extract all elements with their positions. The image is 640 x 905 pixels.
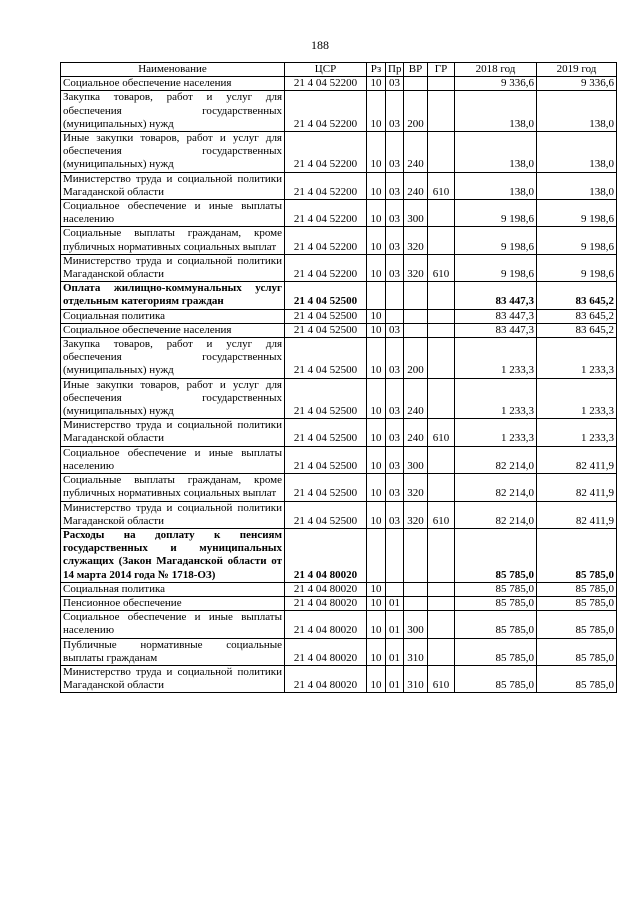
- cell-pr: [386, 582, 404, 596]
- cell-rz: 10: [367, 501, 386, 528]
- cell-name: Социальное обеспечение населения: [61, 77, 285, 91]
- table-row: [61, 254, 617, 281]
- cell-2018: 1 233,3: [455, 419, 537, 446]
- table-row: [61, 596, 617, 610]
- cell-vr: 320: [404, 227, 428, 254]
- cell-csr: 21 4 04 80020: [285, 611, 367, 638]
- cell-2019: 9 198,6: [537, 227, 617, 254]
- cell-2018: 9 336,6: [455, 77, 537, 91]
- cell-gr: [428, 446, 455, 473]
- table-row: [61, 378, 617, 419]
- cell-name: Закупка товаров, работ и услуг для обеспечения государственных (муниципальных) нужд: [61, 91, 285, 132]
- cell-pr: 01: [386, 638, 404, 665]
- cell-gr: 610: [428, 501, 455, 528]
- table-body: [61, 77, 617, 693]
- cell-2019: 85 785,0: [537, 638, 617, 665]
- cell-2018: 9 198,6: [455, 200, 537, 227]
- cell-name: Социальная политика: [61, 582, 285, 596]
- cell-csr: 21 4 04 52200: [285, 200, 367, 227]
- table-row: [61, 638, 617, 665]
- cell-pr: [386, 528, 404, 582]
- cell-pr: 03: [386, 323, 404, 337]
- cell-vr: 300: [404, 446, 428, 473]
- cell-pr: 03: [386, 200, 404, 227]
- cell-vr: 240: [404, 172, 428, 199]
- table-row: [61, 501, 617, 528]
- cell-csr: 21 4 04 52200: [285, 227, 367, 254]
- table-row: [61, 77, 617, 91]
- cell-2018: 138,0: [455, 172, 537, 199]
- cell-name: Публичные нормативные социальные выплаты гражданам: [61, 638, 285, 665]
- cell-name: Социальное обеспечение и иные выплаты населению: [61, 446, 285, 473]
- cell-gr: [428, 323, 455, 337]
- cell-rz: 10: [367, 582, 386, 596]
- cell-2018: 1 233,3: [455, 338, 537, 379]
- cell-2019: 1 233,3: [537, 419, 617, 446]
- cell-rz: [367, 528, 386, 582]
- cell-csr: 21 4 04 52200: [285, 172, 367, 199]
- cell-name: Министерство труда и социальной политики Магаданской области: [61, 501, 285, 528]
- cell-2019: 83 645,2: [537, 323, 617, 337]
- cell-csr: 21 4 04 52200: [285, 254, 367, 281]
- cell-2018: 83 447,3: [455, 282, 537, 309]
- cell-vr: [404, 323, 428, 337]
- cell-2019: 1 233,3: [537, 378, 617, 419]
- cell-2018: 82 214,0: [455, 474, 537, 501]
- cell-gr: [428, 596, 455, 610]
- cell-2018: 82 214,0: [455, 501, 537, 528]
- cell-2019: 1 233,3: [537, 338, 617, 379]
- cell-pr: 03: [386, 446, 404, 473]
- cell-vr: 320: [404, 254, 428, 281]
- cell-vr: 300: [404, 611, 428, 638]
- cell-rz: 10: [367, 132, 386, 173]
- cell-2019: 82 411,9: [537, 474, 617, 501]
- cell-pr: 03: [386, 254, 404, 281]
- header-name: Наименование: [61, 63, 285, 77]
- table-row: [61, 611, 617, 638]
- cell-2019: 138,0: [537, 172, 617, 199]
- cell-name: Иные закупки товаров, работ и услуг для обеспечения государственных (муниципальных) нужд: [61, 132, 285, 173]
- cell-rz: 10: [367, 378, 386, 419]
- table-row: [61, 419, 617, 446]
- cell-vr: 240: [404, 419, 428, 446]
- table-header-row: [61, 63, 617, 77]
- cell-rz: 10: [367, 665, 386, 692]
- table-row: [61, 582, 617, 596]
- header-vr: ВР: [404, 63, 428, 77]
- cell-rz: 10: [367, 77, 386, 91]
- cell-name: Социальные выплаты гражданам, кроме публичных нормативных социальных выплат: [61, 474, 285, 501]
- header-pr: Пр: [386, 63, 404, 77]
- cell-rz: 10: [367, 446, 386, 473]
- cell-rz: [367, 282, 386, 309]
- cell-2018: 85 785,0: [455, 611, 537, 638]
- table-row: [61, 309, 617, 323]
- cell-2018: 85 785,0: [455, 528, 537, 582]
- cell-2019: 85 785,0: [537, 596, 617, 610]
- cell-vr: 200: [404, 338, 428, 379]
- cell-2019: 85 785,0: [537, 528, 617, 582]
- cell-pr: [386, 309, 404, 323]
- cell-2018: 85 785,0: [455, 665, 537, 692]
- cell-gr: [428, 132, 455, 173]
- cell-rz: 10: [367, 91, 386, 132]
- cell-csr: 21 4 04 52200: [285, 91, 367, 132]
- cell-gr: [428, 528, 455, 582]
- cell-rz: 10: [367, 254, 386, 281]
- cell-2019: 83 645,2: [537, 309, 617, 323]
- cell-gr: [428, 77, 455, 91]
- cell-pr: [386, 282, 404, 309]
- cell-gr: [428, 611, 455, 638]
- budget-table: [60, 62, 617, 693]
- cell-csr: 21 4 04 52500: [285, 323, 367, 337]
- cell-2019: 9 198,6: [537, 200, 617, 227]
- cell-csr: 21 4 04 52200: [285, 132, 367, 173]
- cell-name: Социальная политика: [61, 309, 285, 323]
- cell-pr: 03: [386, 172, 404, 199]
- cell-csr: 21 4 04 80020: [285, 638, 367, 665]
- cell-name: Пенсионное обеспечение: [61, 596, 285, 610]
- cell-vr: 320: [404, 501, 428, 528]
- table-row: [61, 474, 617, 501]
- cell-rz: 10: [367, 227, 386, 254]
- cell-vr: [404, 77, 428, 91]
- cell-gr: 610: [428, 172, 455, 199]
- cell-2018: 85 785,0: [455, 638, 537, 665]
- cell-csr: 21 4 04 80020: [285, 582, 367, 596]
- cell-2019: 138,0: [537, 91, 617, 132]
- cell-vr: 320: [404, 474, 428, 501]
- cell-csr: 21 4 04 52500: [285, 282, 367, 309]
- cell-2018: 85 785,0: [455, 582, 537, 596]
- cell-2018: 1 233,3: [455, 378, 537, 419]
- cell-csr: 21 4 04 52500: [285, 501, 367, 528]
- cell-2018: 83 447,3: [455, 323, 537, 337]
- cell-2018: 138,0: [455, 91, 537, 132]
- header-2018: 2018 год: [455, 63, 537, 77]
- table-row: [61, 665, 617, 692]
- cell-vr: [404, 582, 428, 596]
- header-csr: ЦСР: [285, 63, 367, 77]
- cell-2018: 83 447,3: [455, 309, 537, 323]
- cell-2019: 85 785,0: [537, 665, 617, 692]
- table-row: [61, 282, 617, 309]
- cell-2019: 9 198,6: [537, 254, 617, 281]
- cell-name: Закупка товаров, работ и услуг для обеспечения государственных (муниципальных) нужд: [61, 338, 285, 379]
- cell-csr: 21 4 04 52500: [285, 446, 367, 473]
- cell-csr: 21 4 04 52500: [285, 474, 367, 501]
- cell-pr: 03: [386, 378, 404, 419]
- cell-2019: 83 645,2: [537, 282, 617, 309]
- cell-rz: 10: [367, 474, 386, 501]
- cell-rz: 10: [367, 638, 386, 665]
- table-row: [61, 132, 617, 173]
- cell-name: Расходы на доплату к пенсиям государственных и муниципальных служащих (Закон Магаданской области от 14 марта 2014 года № 1718-ОЗ): [61, 528, 285, 582]
- cell-vr: [404, 596, 428, 610]
- header-2019: 2019 год: [537, 63, 617, 77]
- cell-name: Иные закупки товаров, работ и услуг для обеспечения государственных (муниципальных) нужд: [61, 378, 285, 419]
- table-row: [61, 91, 617, 132]
- table-row: [61, 446, 617, 473]
- cell-2018: 9 198,6: [455, 254, 537, 281]
- cell-pr: 03: [386, 227, 404, 254]
- page-number: 188: [311, 38, 329, 52]
- table-row: [61, 172, 617, 199]
- cell-2019: 82 411,9: [537, 446, 617, 473]
- cell-name: Социальное обеспечение населения: [61, 323, 285, 337]
- cell-name: Социальные выплаты гражданам, кроме публичных нормативных социальных выплат: [61, 227, 285, 254]
- cell-vr: [404, 282, 428, 309]
- cell-vr: 300: [404, 200, 428, 227]
- cell-2018: 9 198,6: [455, 227, 537, 254]
- cell-vr: [404, 528, 428, 582]
- cell-pr: 03: [386, 419, 404, 446]
- table-row: [61, 200, 617, 227]
- cell-pr: 03: [386, 132, 404, 173]
- cell-vr: [404, 309, 428, 323]
- cell-pr: 03: [386, 91, 404, 132]
- cell-gr: [428, 474, 455, 501]
- cell-rz: 10: [367, 309, 386, 323]
- cell-gr: [428, 582, 455, 596]
- cell-rz: 10: [367, 338, 386, 379]
- cell-gr: [428, 309, 455, 323]
- cell-csr: 21 4 04 80020: [285, 596, 367, 610]
- cell-rz: 10: [367, 611, 386, 638]
- cell-pr: 03: [386, 77, 404, 91]
- cell-vr: 240: [404, 132, 428, 173]
- cell-2018: 138,0: [455, 132, 537, 173]
- cell-2019: 82 411,9: [537, 501, 617, 528]
- cell-rz: 10: [367, 596, 386, 610]
- cell-csr: 21 4 04 52200: [285, 77, 367, 91]
- cell-pr: 01: [386, 611, 404, 638]
- cell-2019: 85 785,0: [537, 582, 617, 596]
- cell-rz: 10: [367, 172, 386, 199]
- cell-name: Министерство труда и социальной политики Магаданской области: [61, 665, 285, 692]
- table-row: [61, 528, 617, 582]
- cell-gr: [428, 200, 455, 227]
- cell-gr: [428, 91, 455, 132]
- table-row: [61, 323, 617, 337]
- cell-2019: 138,0: [537, 132, 617, 173]
- cell-name: Министерство труда и социальной политики Магаданской области: [61, 254, 285, 281]
- cell-pr: 03: [386, 474, 404, 501]
- cell-vr: 310: [404, 638, 428, 665]
- cell-gr: [428, 282, 455, 309]
- cell-csr: 21 4 04 80020: [285, 665, 367, 692]
- header-rz: Рз: [367, 63, 386, 77]
- cell-pr: 01: [386, 596, 404, 610]
- cell-2019: 85 785,0: [537, 611, 617, 638]
- cell-vr: 240: [404, 378, 428, 419]
- cell-gr: [428, 378, 455, 419]
- cell-name: Министерство труда и социальной политики Магаданской области: [61, 172, 285, 199]
- cell-rz: 10: [367, 200, 386, 227]
- cell-pr: 03: [386, 501, 404, 528]
- cell-name: Оплата жилищно-коммунальных услуг отдельным категориям граждан: [61, 282, 285, 309]
- cell-gr: 610: [428, 254, 455, 281]
- cell-csr: 21 4 04 52500: [285, 309, 367, 323]
- cell-name: Министерство труда и социальной политики Магаданской области: [61, 419, 285, 446]
- cell-gr: 610: [428, 419, 455, 446]
- cell-2019: 9 336,6: [537, 77, 617, 91]
- cell-2018: 85 785,0: [455, 596, 537, 610]
- header-gr: ГР: [428, 63, 455, 77]
- cell-vr: 200: [404, 91, 428, 132]
- cell-gr: 610: [428, 665, 455, 692]
- cell-gr: [428, 227, 455, 254]
- cell-vr: 310: [404, 665, 428, 692]
- cell-pr: 01: [386, 665, 404, 692]
- cell-csr: 21 4 04 80020: [285, 528, 367, 582]
- table-row: [61, 227, 617, 254]
- cell-gr: [428, 338, 455, 379]
- cell-csr: 21 4 04 52500: [285, 378, 367, 419]
- cell-pr: 03: [386, 338, 404, 379]
- cell-gr: [428, 638, 455, 665]
- cell-name: Социальное обеспечение и иные выплаты населению: [61, 611, 285, 638]
- cell-rz: 10: [367, 323, 386, 337]
- cell-name: Социальное обеспечение и иные выплаты населению: [61, 200, 285, 227]
- table-row: [61, 338, 617, 379]
- cell-csr: 21 4 04 52500: [285, 419, 367, 446]
- cell-rz: 10: [367, 419, 386, 446]
- cell-2018: 82 214,0: [455, 446, 537, 473]
- cell-csr: 21 4 04 52500: [285, 338, 367, 379]
